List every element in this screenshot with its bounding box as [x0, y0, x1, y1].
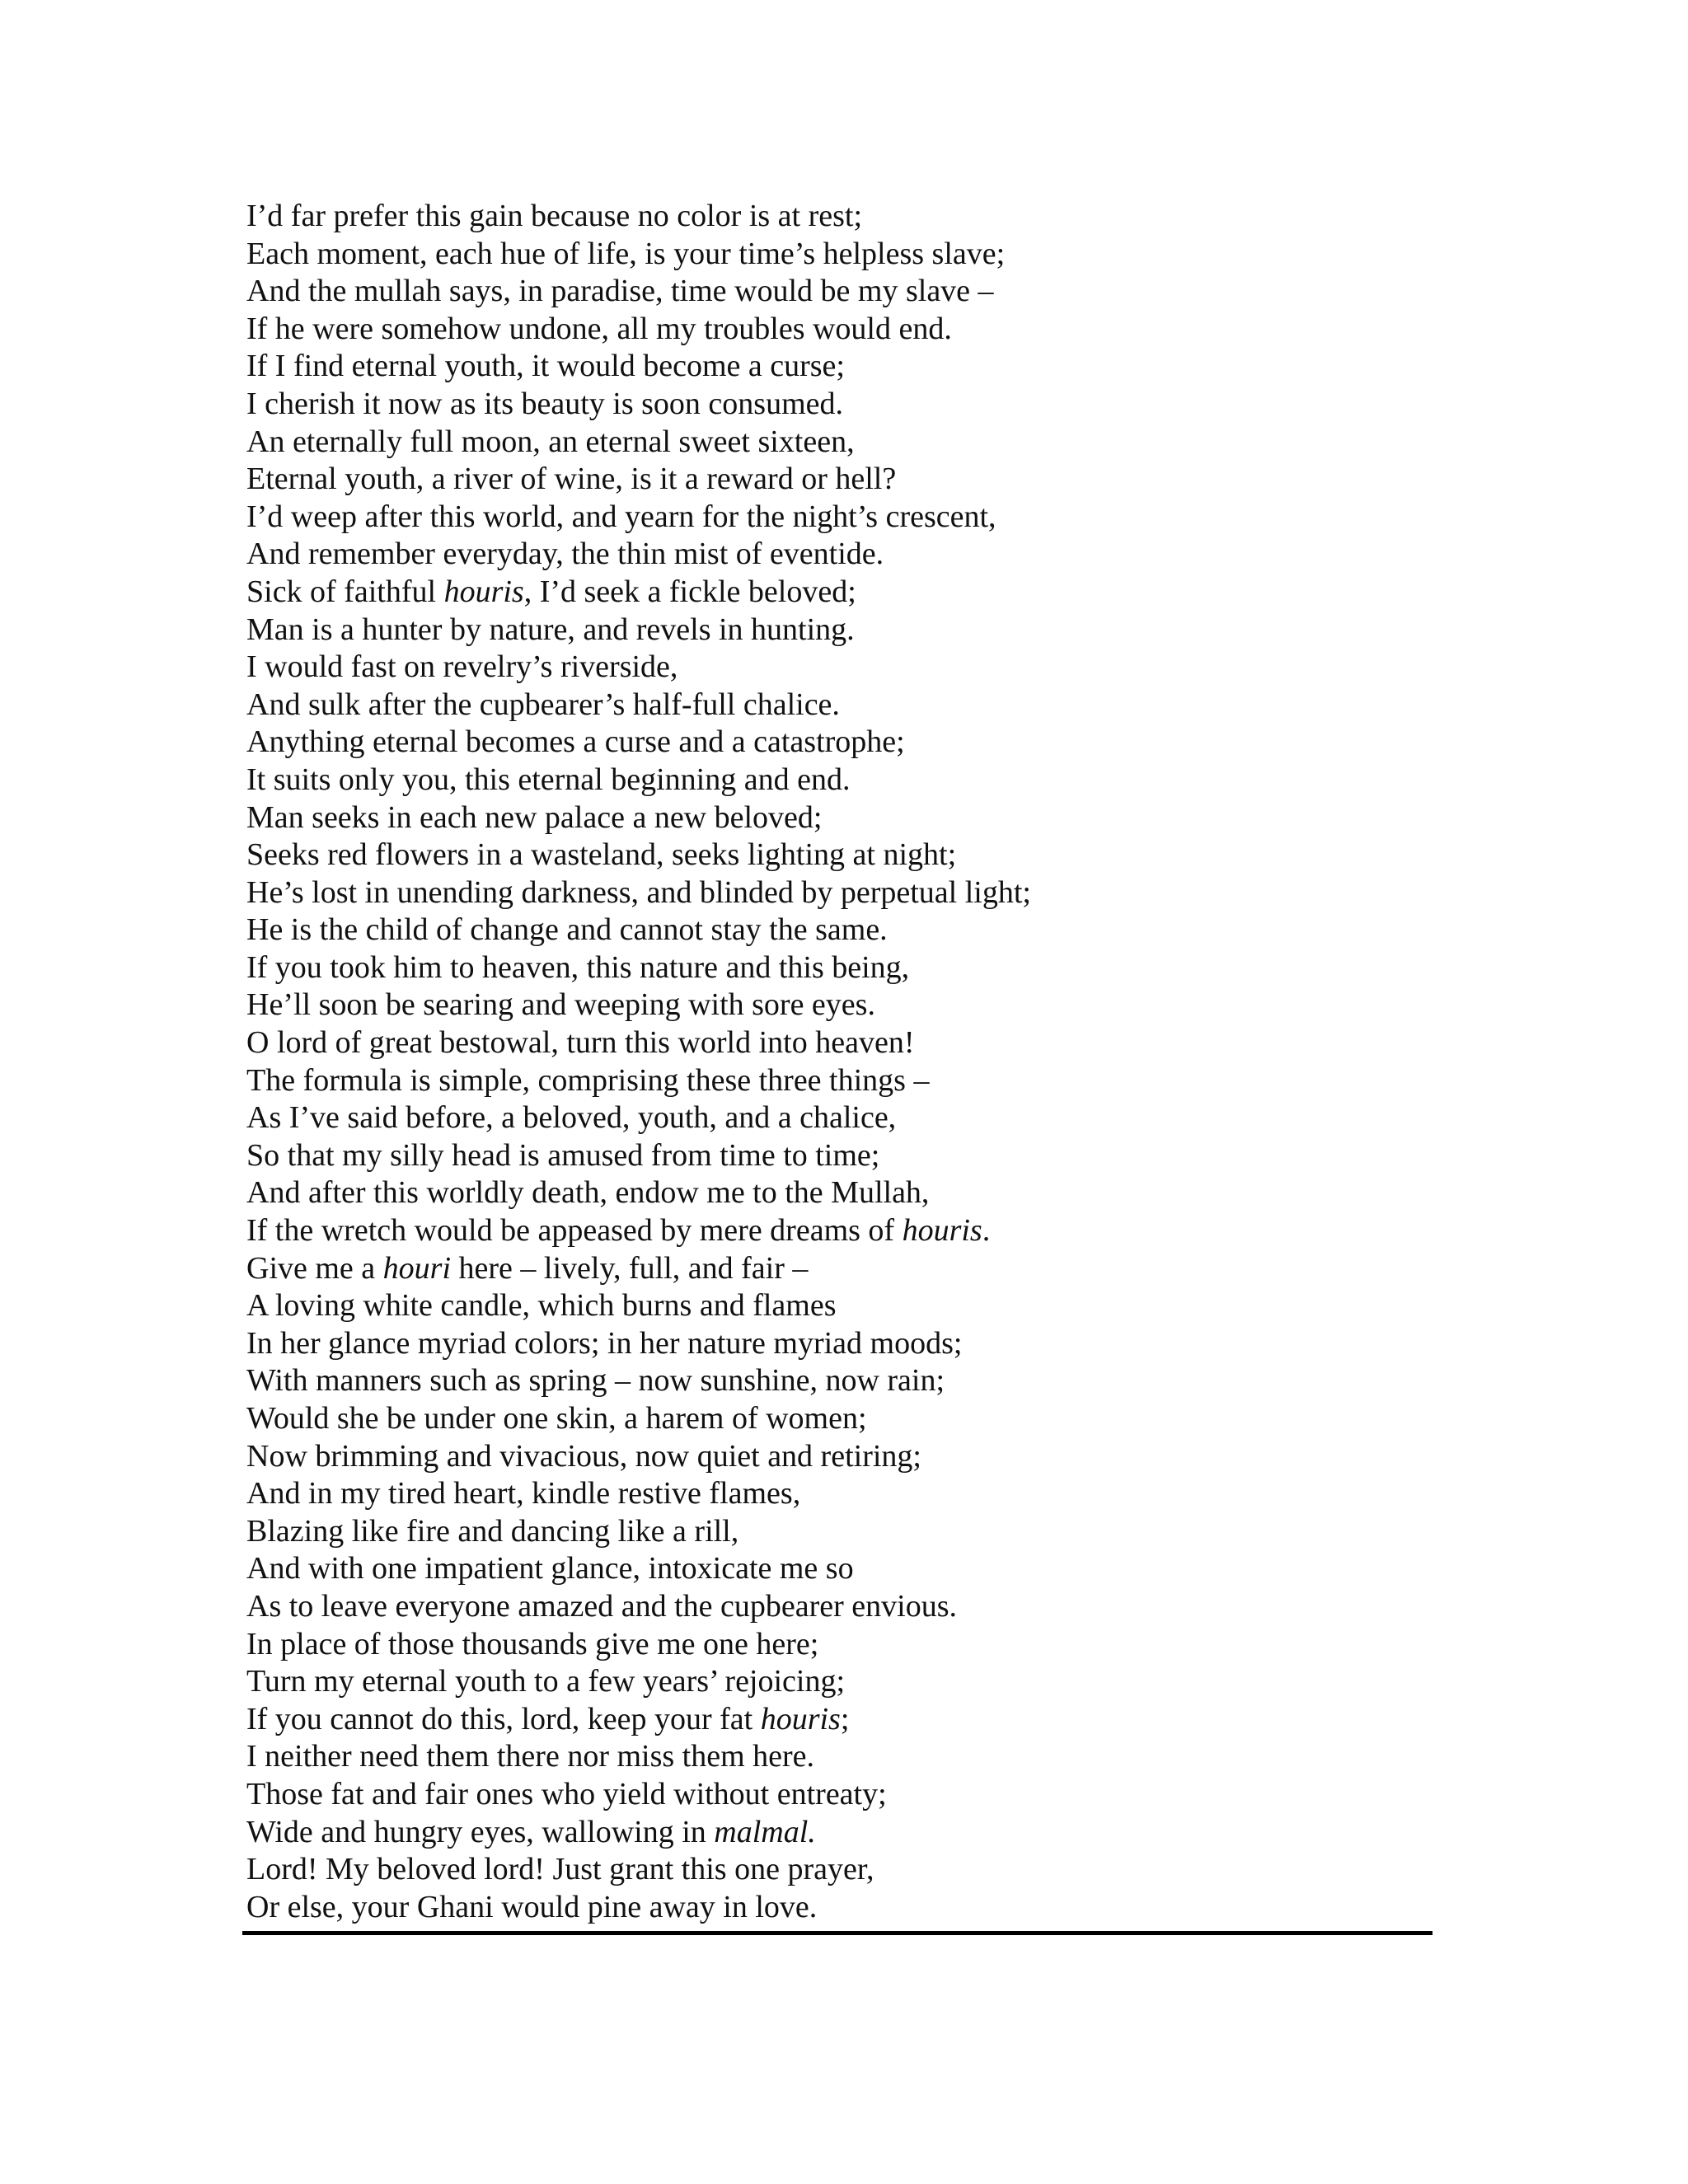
- line-text: And in my tired heart, kindle restive flames,: [246, 1476, 801, 1511]
- line-text: Each moment, each hue of life, is your time’s helpless slave;: [246, 236, 1006, 271]
- line-text: He’s lost in unending darkness, and blinded by perpetual light;: [246, 874, 1031, 910]
- poem-line: [246, 1701, 1425, 1739]
- line-text: I’d weep after this world, and yearn for the night’s crescent,: [246, 499, 996, 534]
- poem-line: [246, 499, 1425, 537]
- line-text: Anything eternal becomes a curse and a catastrophe;: [246, 724, 905, 760]
- line-text: Seeks red flowers in a wasteland, seeks lighting at night;: [246, 837, 957, 873]
- line-text: In place of those thousands give me one here;: [246, 1626, 819, 1661]
- line-text: In her glance myriad colors; in her nature myriad moods;: [246, 1325, 963, 1361]
- poem-line: [246, 1438, 1425, 1476]
- line-text: A loving white candle, which burns and flames: [246, 1288, 837, 1324]
- line-text: If he were somehow undone, all my troubles would end.: [246, 311, 952, 346]
- poem-line: [246, 1325, 1425, 1363]
- poem-line: [246, 1137, 1425, 1175]
- poem-line: [246, 1626, 1425, 1664]
- poem-line: [246, 1174, 1425, 1212]
- line-text: , I’d seek a fickle beloved;: [523, 574, 856, 609]
- poem-line: [246, 1588, 1425, 1626]
- line-text: If you cannot do this, lord, keep your fat: [246, 1701, 761, 1736]
- poem-line: [246, 1362, 1425, 1400]
- line-text: Blazing like fire and dancing like a rill,: [246, 1513, 739, 1549]
- italic-term: houris: [760, 1701, 841, 1736]
- poem-line: [246, 273, 1425, 311]
- footnote-divider-rule: [242, 1931, 1432, 1935]
- poem-line: [246, 198, 1425, 236]
- poem-line: [246, 912, 1425, 949]
- italic-term: malmal.: [714, 1814, 816, 1849]
- poem-line: [246, 762, 1425, 799]
- poem-line: [246, 649, 1425, 687]
- italic-term: houris: [443, 574, 524, 609]
- italic-term: houri: [382, 1250, 452, 1286]
- poem-line: [246, 1400, 1425, 1438]
- poem-line: [246, 949, 1425, 987]
- line-text: An eternally full moon, an eternal sweet sixteen,: [246, 424, 855, 459]
- line-text: With manners such as spring – now sunshine, now rain;: [246, 1363, 945, 1399]
- poem-line: [246, 1513, 1425, 1551]
- poem-line: [246, 1851, 1425, 1889]
- poem-line: [246, 1776, 1425, 1814]
- poem-line: [246, 386, 1425, 424]
- poem-line: [246, 1889, 1425, 1927]
- line-text: He’ll soon be searing and weeping with sore eyes.: [246, 987, 875, 1023]
- poem-line: [246, 1550, 1425, 1588]
- poem-line: [246, 424, 1425, 462]
- line-text: And after this worldly death, endow me to the Mullah,: [246, 1175, 930, 1211]
- poem-line: [246, 724, 1425, 762]
- line-text: Eternal youth, a river of wine, is it a reward or hell?: [246, 462, 897, 497]
- poem-line: [246, 874, 1425, 912]
- line-text: And sulk after the cupbearer’s half-full chalice.: [246, 687, 840, 722]
- poem-line: [246, 612, 1425, 649]
- line-text: Man is a hunter by nature, and revels in hunting.: [246, 612, 855, 647]
- poem-line: [246, 837, 1425, 874]
- line-text: It suits only you, this eternal beginning and end.: [246, 762, 851, 797]
- line-text: .: [982, 1213, 991, 1249]
- line-text: So that my silly head is amused from time to time;: [246, 1137, 880, 1173]
- line-text: Would she be under one skin, a harem of women;: [246, 1401, 867, 1436]
- poem-text: [246, 198, 1425, 1926]
- italic-term: houris: [902, 1213, 982, 1249]
- line-text: O lord of great bestowal, turn this world into heaven!: [246, 1025, 915, 1061]
- line-text: here – lively, full, and fair –: [451, 1250, 809, 1286]
- poem-line: [246, 1250, 1425, 1288]
- poem-line: [246, 1663, 1425, 1701]
- poem-line: [246, 236, 1425, 274]
- poem-line: [246, 987, 1425, 1024]
- line-text: And with one impatient glance, intoxicate me so: [246, 1551, 854, 1586]
- line-text: Give me a: [246, 1250, 383, 1286]
- line-text: I neither need them there nor miss them here.: [246, 1739, 815, 1774]
- line-text: Turn my eternal youth to a few years’ rejoicing;: [246, 1664, 846, 1699]
- poem-line: [246, 1738, 1425, 1776]
- poem-line: [246, 1287, 1425, 1325]
- line-text: I cherish it now as its beauty is soon consumed.: [246, 386, 844, 421]
- poem-line: [246, 1814, 1425, 1852]
- poem-line: [246, 574, 1425, 612]
- poem-line: [246, 461, 1425, 499]
- poem-line: [246, 1062, 1425, 1100]
- line-text: And the mullah says, in paradise, time would be my slave –: [246, 274, 994, 309]
- poem-line: [246, 1099, 1425, 1137]
- line-text: If you took him to heaven, this nature and this being,: [246, 949, 910, 985]
- line-text: As to leave everyone amazed and the cupbearer envious.: [246, 1588, 957, 1624]
- line-text: Now brimming and vivacious, now quiet and retiring;: [246, 1438, 921, 1474]
- poem-line: [246, 536, 1425, 574]
- line-text: Or else, your Ghani would pine away in love.: [246, 1889, 818, 1924]
- line-text: If I find eternal youth, it would become a curse;: [246, 349, 845, 384]
- poem-line: [246, 1475, 1425, 1513]
- line-text: As I’ve said before, a beloved, youth, and a chalice,: [246, 1100, 897, 1136]
- poem-line: [246, 687, 1425, 724]
- line-text: He is the child of change and cannot stay the same.: [246, 912, 888, 948]
- line-text: The formula is simple, comprising these three things –: [246, 1062, 930, 1098]
- line-text: I’d far prefer this gain because no color is at rest;: [246, 199, 863, 233]
- poem-line: [246, 1024, 1425, 1062]
- line-text: Wide and hungry eyes, wallowing in: [246, 1814, 715, 1849]
- poem-line: [246, 311, 1425, 349]
- line-text: ;: [840, 1701, 850, 1736]
- poem-line: [246, 348, 1425, 386]
- line-text: If the wretch would be appeased by mere dreams of: [246, 1213, 903, 1249]
- line-text: Those fat and fair ones who yield without entreaty;: [246, 1776, 887, 1811]
- line-text: I would fast on revelry’s riverside,: [246, 649, 678, 685]
- line-text: Man seeks in each new palace a new beloved;: [246, 799, 823, 835]
- poem-line: [246, 799, 1425, 837]
- line-text: And remember everyday, the thin mist of eventide.: [246, 537, 884, 572]
- line-text: Sick of faithful: [246, 574, 444, 609]
- poem-line: [246, 1212, 1425, 1250]
- line-text: Lord! My beloved lord! Just grant this one prayer,: [246, 1852, 874, 1887]
